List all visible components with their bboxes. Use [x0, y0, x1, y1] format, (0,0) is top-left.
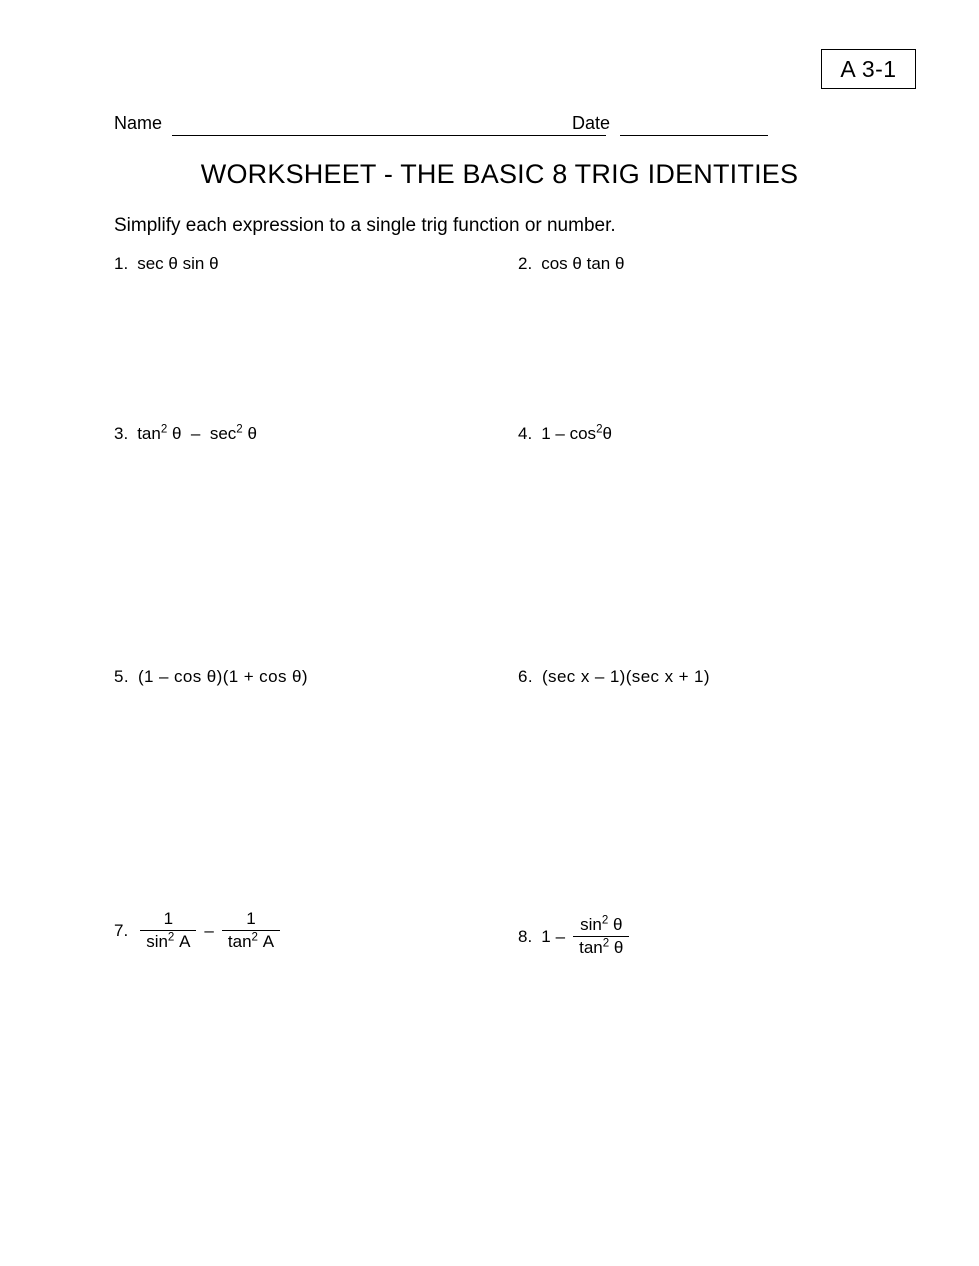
problem-number: 3.	[114, 424, 129, 443]
problem-number: 6.	[518, 667, 533, 686]
worksheet-code-badge	[821, 49, 916, 89]
fraction-denominator: $\tan^2 A$	[227, 931, 275, 951]
problem-row	[114, 424, 874, 667]
problem-1	[114, 254, 219, 274]
problem-6	[518, 667, 710, 687]
problem-5	[114, 667, 308, 687]
problem-4	[518, 424, 612, 444]
problem-number: 1.	[114, 254, 129, 273]
page-title: WORKSHEET - THE BASIC 8 TRIG IDENTITIES	[200, 159, 799, 189]
minus-operator: –	[555, 926, 566, 946]
fraction-denominator: $\tan^2 \theta$	[579, 937, 624, 957]
name-date-header	[114, 113, 814, 139]
problem-expression	[137, 909, 283, 952]
fraction-1	[573, 915, 629, 958]
problem-number: 7.	[114, 920, 129, 940]
name-write-line[interactable]	[172, 135, 606, 136]
problem-3	[114, 424, 257, 444]
problem-expression: $\tan^2 \theta - \sec^2 \theta$	[137, 423, 257, 443]
fraction-2: $\frac{1}{\tan^2 A}$	[222, 909, 280, 952]
problem-expression: (sec x – 1)(sec x + 1)	[541, 667, 710, 686]
problem-number: 5.	[114, 667, 129, 686]
date-write-line[interactable]	[620, 135, 768, 136]
problem-8	[518, 915, 632, 958]
problem-expression: cos θ tan θ	[541, 254, 625, 273]
problem-number: 2.	[518, 254, 533, 273]
problem-expression: sec θ sin θ	[137, 254, 219, 273]
minus-operator: –	[204, 920, 214, 940]
problem-expression: $1 - \cos^2\theta$	[541, 423, 612, 443]
problem-expression: 1 – $\frac{\sin^2 \theta}{\tan^2 \theta}$	[541, 915, 632, 958]
fraction-denominator: $\sin^2 A$	[146, 931, 191, 951]
problem-expression: (1 – cos θ)(1 + cos θ)	[137, 667, 308, 686]
fraction-numerator: $\sin^2 \theta$	[580, 914, 623, 934]
problem-number: 8.	[518, 926, 533, 946]
name-label: Name	[114, 113, 163, 133]
fraction-1: $\frac{1}{\sin^2 A}$	[140, 909, 196, 952]
problem-number: 4.	[518, 424, 533, 443]
problem-row	[114, 667, 874, 909]
date-label: Date	[572, 113, 611, 133]
problem-list	[114, 248, 874, 1029]
problem-2	[518, 254, 624, 274]
worksheet-code-label: A 3-1	[840, 55, 897, 82]
problem-row	[114, 248, 874, 424]
problem-7	[114, 909, 283, 952]
instructions-text: Simplify each expression to a single trig function or number.	[114, 215, 616, 236]
problem-row	[114, 909, 874, 1029]
